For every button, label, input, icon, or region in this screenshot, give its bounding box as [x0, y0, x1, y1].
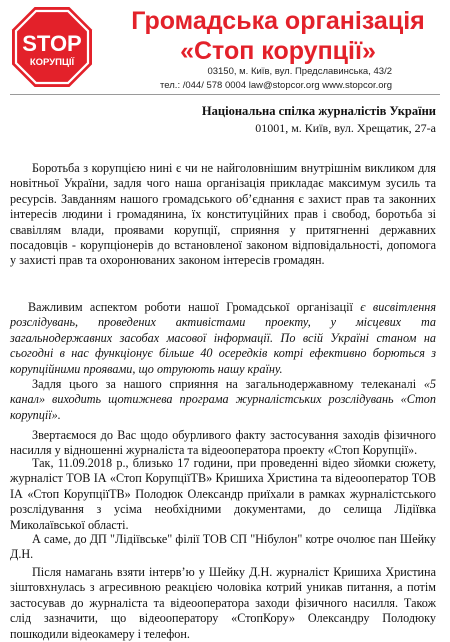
paragraph-mission: Боротьба з корупцією нині є чи не найголовнішим внутрішнім викликом для новітньої України, задля чого наша організація прикладає максимум зусиль та ресурсів. Завданням нашого громадського об’єднання є захист прав та законних інтересів людини і громадянина, їх конституційних прав і свобод, боротьба зі свавіллям влади, проявами корупції, сприяння у притягненні державних посадовців - корупціонерів до встановленої законом відповідальності, допомога у захисті прав та охоронюваних законом інтересів громадян.	[10, 161, 436, 268]
logo-stop-text: STOP	[22, 31, 82, 56]
paragraph-appeal: Звертаємося до Вас щодо обурливого факту застосування заходів фізичного насилля у відношенні журналіста та відеооператора проекту «Стоп Корупції».	[10, 428, 436, 458]
organization-contacts: тел.: /044/ 578 0004 law@stopcor.org www.stopcor.org	[160, 80, 392, 91]
paragraph-tv-program	[10, 377, 436, 423]
recipient-name: Національна спілка журналістів України	[201, 104, 436, 118]
paragraph-investigations	[10, 300, 436, 377]
paragraph-investigations-lead: Важливим аспектом роботи нашої Громадської організації	[28, 300, 361, 314]
organization-title-line1: Громадська організація	[131, 7, 425, 35]
stop-corruption-logo	[10, 5, 94, 89]
organization-address: 03150, м. Київ, вул. Предславинська, 43/2	[207, 66, 392, 77]
recipient-address: 01001, м. Київ, вул. Хрещатик, 27-а	[255, 121, 436, 135]
paragraph-tv-program-italic: «5 канал» виходить щотижнева програма журналістських розслідувань «Стоп корупції».	[10, 377, 436, 422]
logo-corruption-text: КОРУПЦІЇ	[29, 57, 75, 68]
paragraph-location: А саме, до ДП "Лідіївське" філії ТОВ СП "Нібулон" котре очолює пан Шейку Д.Н.	[10, 532, 436, 562]
paragraph-investigations-italic: є висвітлення розслідувань, проведених активістами проекту, у місцевих та загальнодержавних засобах масової інформації. По всій Україні станом на сьогодні в нас функціонує більше 40 осередків котрі ефективно борються з корупційними проявами, що отруюють нашу країну.	[10, 300, 436, 376]
paragraph-violence: Після намагань взяти інтерв’ю у Шейку Д.Н. журналіст Кришиха Христина зіштовхнулась з агресивною реакцією чоловіка котрий уникав питання, а потім застосував до журналіста та відеооператора заходи фізичного насилля. Також слід зазначити, що відеооператору «СтопКору» Олександру Полодюку пошкодили відеокамеру і телефон.	[10, 565, 436, 641]
paragraph-tv-program-lead: Задля цього за нашого сприяння на загальнодержавному телеканалі	[32, 377, 424, 391]
organization-title-line2: «Стоп корупції»	[180, 37, 376, 65]
organization-title	[112, 6, 444, 66]
header-divider	[10, 94, 440, 95]
paragraph-incident: Так, 11.09.2018 р., близько 17 години, при проведенні відео зйомки сюжету, журналіст ТОВ ІА «Стоп КорупціїТВ» Кришиха Христина та відеооператор ТОВ ІА «Стоп КорупціїТВ» Полодюк Олександр приїхали в рамках журналістського розслідування з усіма необхідними документами, до селища Лідіївка Миколаївської області.	[10, 456, 436, 532]
